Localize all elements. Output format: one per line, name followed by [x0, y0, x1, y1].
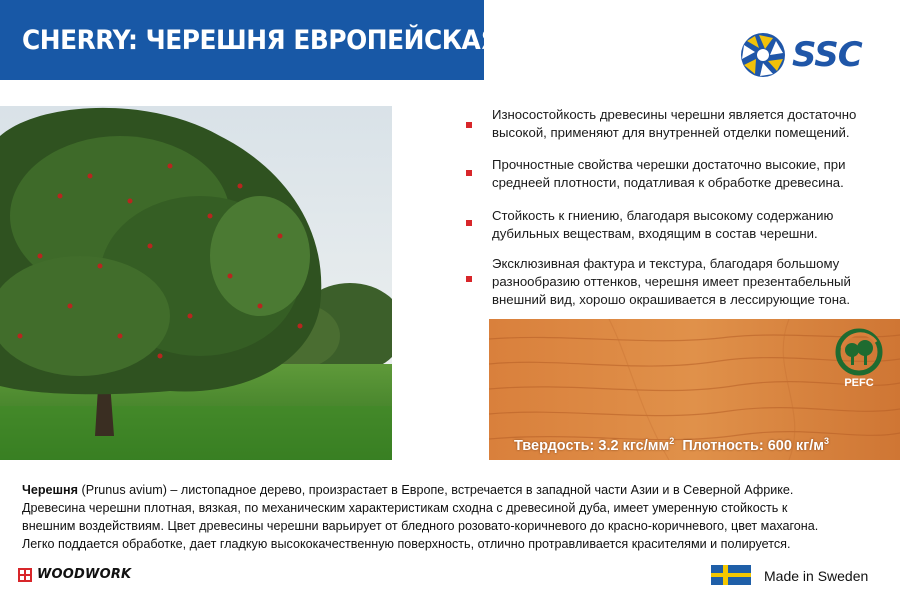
- sweden-flag-icon: [711, 565, 751, 585]
- bullet-square-icon: [466, 122, 472, 128]
- bullet-line: Прочностные свойства черешки достаточно высокие, при: [492, 157, 846, 172]
- bullet-line: среднеей плотности, податливая к обработке древесина.: [492, 175, 844, 190]
- woodwork-grid-icon: [18, 568, 32, 582]
- bullet-line: Износостойкость древесины черешни является достаточно: [492, 107, 857, 122]
- description-text: (Prunus avium) – листопадное дерево, произрастает в Европе, встречается в западной части Азии и в Северной Африке.: [78, 483, 794, 497]
- bullet-line: Стойкость к гниению, благодаря высокому содержанию: [492, 208, 834, 223]
- ssc-aperture-icon: [740, 32, 786, 78]
- bullet-line: высокой, применяют для внутренней отделки помещений.: [492, 125, 850, 140]
- hardness-value: Твердость: 3.2 кгс/мм: [514, 437, 670, 454]
- cherry-tree-photo: [0, 106, 392, 460]
- bullet-square-icon: [466, 220, 472, 226]
- bullet-square-icon: [466, 170, 472, 176]
- wood-properties: [514, 436, 829, 454]
- pefc-tree-icon: [832, 328, 886, 394]
- description-term: Черешня: [22, 483, 79, 497]
- bullet-line: разнообразию оттенков, черешня имеет презентабельный: [492, 274, 851, 289]
- description: [22, 481, 888, 553]
- description-line: внешним воздействиям. Цвет древесины черешни варьирует от бледного розовато-коричневого до красно-коричневого, цвет махагона.: [22, 519, 819, 533]
- density-value: Плотность: 600 кг/м: [682, 437, 824, 454]
- bullet-line: внешний вид, хорошо окрашивается в лессирующие тона.: [492, 292, 851, 307]
- bullet-line: дубильных веществам, входящим в состав черешни.: [492, 226, 818, 241]
- pefc-label: PEFC: [844, 377, 874, 389]
- ssc-logo: [740, 30, 870, 80]
- ssc-logo-text: SSC: [792, 35, 862, 75]
- title-bar: [0, 0, 500, 80]
- page-title: CHERRY: ЧЕРЕШНЯ ЕВРОПЕЙСКАЯ: [22, 24, 500, 56]
- description-line: Легко поддается обработке, дает гладкую высококачественную поверхность, отлично протравливается красителями и полируется.: [22, 537, 791, 551]
- bullet-line: Эксклюзивная фактура и текстура, благодаря большому: [492, 256, 840, 271]
- hardness-unit-sup: 2: [669, 436, 675, 446]
- density-unit-sup: 3: [824, 436, 830, 446]
- made-in-text: Made in Sweden: [764, 568, 869, 584]
- description-line: [22, 481, 888, 499]
- description-line: Древесина черешни плотная, вязкая, по механическим характеристикам сходна с древесиной дуба, имеет умеренную стойкость к: [22, 501, 788, 515]
- bullet-square-icon: [466, 276, 472, 282]
- woodwork-logo-text: WOODWORK: [37, 567, 132, 582]
- woodwork-logo: [18, 567, 131, 582]
